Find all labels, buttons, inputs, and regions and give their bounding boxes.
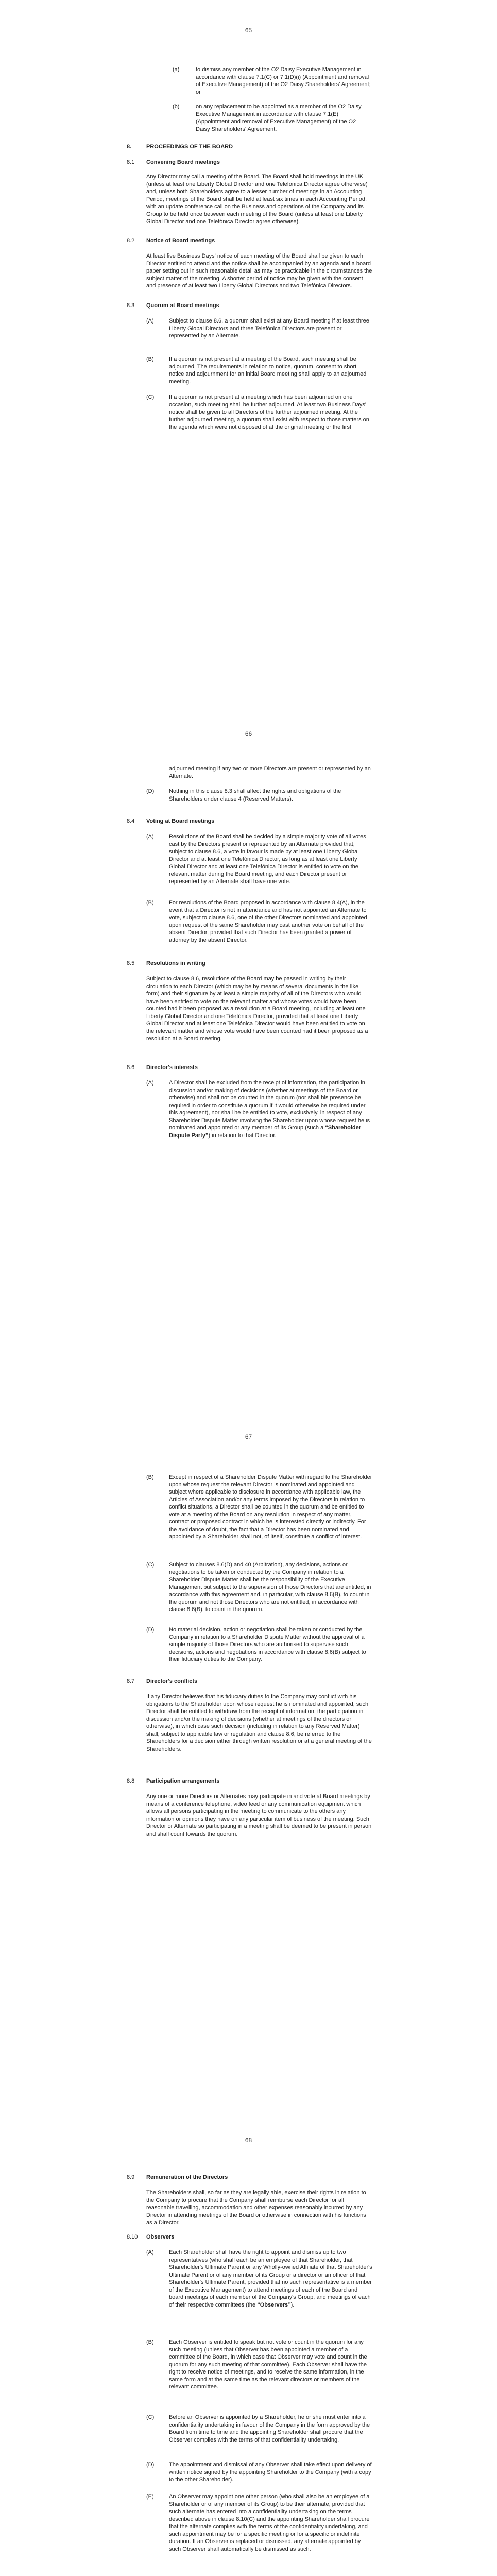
subclause-label: (D): [146, 1626, 155, 1633]
subclause-label: (E): [146, 2494, 154, 2500]
item-text: on any replacement to be appointed as a member of the O2 Daisy Executive Management in accordance with clause 7.1(E) (Appointment and removal of Executive Management) of the O2 Daisy Shareholders' Agreement.: [196, 104, 362, 132]
subclause-label: (A): [146, 318, 154, 324]
item-label: (b): [173, 104, 180, 110]
clause-heading: Convening Board meetings: [146, 159, 220, 165]
page-66: [0, 703, 497, 1406]
subclause-label: (B): [146, 356, 154, 362]
subclause-label: (C): [146, 394, 155, 400]
clause-number: 8.2: [127, 238, 135, 244]
clause-number: 8.5: [127, 960, 135, 967]
page-number: 68: [245, 2137, 252, 2144]
clause-text: Subject to clause 8.6, resolutions of the Board may be passed in writing by their circulation to each Director (which may be by means of several documents in the like form) and their signature by at least a simple majority of all of the Directors who would have been entitled to vote on the relevant matter and whose votes would have been counted had it been proposed as a resolution at a Board meeting, including at least one Liberty Global Director and one Telefónica Director, provided that at least one Liberty Global Director and at least one Telefónica Director would have been entitled to vote on the relevant matter and whose vote would have been counted had it been proposed as a resolution at a Board meeting.: [146, 976, 368, 1042]
clause-number: 8.4: [127, 818, 135, 824]
defined-term: “Shareholder Dispute Party”: [169, 1125, 361, 1139]
clause-number: 8.3: [127, 302, 135, 309]
subclause-text-tail: ) in relation to that Director.: [208, 1132, 277, 1139]
subclause-text: Subject to clause 8.6, a quorum shall exist at any Board meeting if at least three Liberty Global Directors and three Telefónica Directors are present or represented by an Alternate.: [169, 318, 369, 339]
subclause-text: If a quorum is not present at a meeting of the Board, such meeting shall be adjourned. The requirements in relation to notice, quorum, consent to short notice and adjournment for an initial Board meeting shall apply to an adjourned meeting.: [169, 356, 367, 385]
page-number: 67: [245, 1433, 252, 1440]
subclause-text: [169, 1079, 373, 1139]
subclause-label: (C): [146, 2414, 155, 2420]
subclause-text-body: A Director shall be excluded from the receipt of information, the participation in discussion and/or making of decisions (whether at meetings of the Board or otherwise) and shall not be counted in the quorum (nor shall his presence be required in order to constitute a quorum if it would otherwise be required under this agreement), nor shall he be entitled to vote, exclusively, in respect of any Shareholder Dispute Matter involving the Shareholder upon whose request he is nominated and appointed or any member of its Group (such a: [169, 1080, 370, 1131]
clause-heading: Participation arrangements: [146, 1778, 220, 1784]
subclause-label: (C): [146, 1562, 155, 1568]
clause-number: 8.1: [127, 159, 135, 165]
subclause-text-tail: ).: [290, 2301, 295, 2308]
subclause-text: An Observer may appoint one other person (who shall also be an employee of a Shareholder or of any member of its Group) to be their alternate, provided that such alternate has entered into a confidentiality undertaking on the terms described above in clause 8.10(C) and the appointing Shareholder shall procure that the alternate complies with the terms of the confidentiality undertaking, and such appointment may be for a specific meeting or for a specific or indefinite duration. If an Observer is replaced or dismissed, any alternate appointed by such Observer shall automatically be dismissed as such.: [169, 2494, 370, 2552]
clause-heading: Director's conflicts: [146, 1678, 198, 1684]
subclause-text: Subject to clauses 8.6(D) and 40 (Arbitration), any decisions, actions or negotiations to be taken or conducted by the Company in relation to a Shareholder Dispute Matter shall be the responsibility of the Executive Management but subject to the supervision of those Directors that are entitled, in accordance with this agreement and, in particular, with clause 8.6(B), to count in the quorum and not those Directors who are not entitled, in accordance with clause 8.6(B), to count in the quorum.: [169, 1562, 371, 1613]
page-68: [0, 2110, 497, 2576]
subclause-label: (B): [146, 2339, 154, 2345]
clause-number: 8.9: [127, 2174, 135, 2180]
clause-text: Any one or more Directors or Alternates may participate in and vote at Board meetings by means of a conference telephone, video feed or any communication equipment which allows all persons participating in the meeting to communicate to the others any information or opinions they have on any particular item of business of the meeting. Such Director or Alternate so participating in a meeting shall be deemed to be present in person and shall count towards the quorum.: [146, 1793, 372, 1837]
subclause-text: Resolutions of the Board shall be decided by a simple majority vote of all votes cast by the Directors present or represented by an Alternate provided that, subject to clause 8.6, a vote in favour is made by at least one Liberty Global Director and at least one Telefónica Director, as long as at least one Liberty Global Director and at least one Telefónica Director is entitled to vote on the relevant matter during the Board meeting, and each Director present or represented by an Alternate shall have one vote.: [169, 834, 366, 885]
clause-heading: Remuneration of the Directors: [146, 2174, 228, 2180]
subclause-label: (A): [146, 1080, 154, 1086]
defined-term: “Observers”: [257, 2301, 291, 2308]
clause-number: 8.8: [127, 1778, 135, 1784]
item-label: (a): [173, 66, 180, 73]
clause-heading: Voting at Board meetings: [146, 818, 215, 824]
subclause-label: (A): [146, 834, 154, 840]
subclause-text: Before an Observer is appointed by a Shareholder, he or she must enter into a confidentiality undertaking in favour of the Company in the form approved by the Board from time to time and the appointing Shareholder shall procure that the Observer complies with the terms of that confidentiality undertaking.: [169, 2414, 370, 2443]
page-65: [0, 0, 497, 703]
subclause-text: Each Observer is entitled to speak but not vote or count in the quorum for any such meeting (unless that Observer has been appointed a member of a committee of the Board, in which case that Observer may vote and count in the quorum for any such meeting of that committee). Each Observer shall have the right to receive notice of meetings, and to receive the same information, in the same form and at the same time as the relevant directors or members of the relevant committee.: [169, 2339, 367, 2390]
subclause-label: (D): [146, 2462, 155, 2468]
clause-number: 8.6: [127, 1064, 135, 1071]
subclause-text: Except in respect of a Shareholder Dispute Matter with regard to the Shareholder upon whose request the relevant Director is nominated and appointed and subject where applicable to disclosure in accordance with applicable law, the Articles of Association and/or any terms imposed by the Directors in relation to conflict situations, a Director shall be counted in the quorum and be entitled to vote at a meeting of the Board on any resolution in respect of any matter, contract or proposed contract in which he is interested directly or indirectly. For the avoidance of doubt, the fact that a Director has been nominated and appointed by a Shareholder shall not, of itself, constitute a conflict of interest.: [169, 1474, 372, 1540]
subclause-text: The appointment and dismissal of any Observer shall take effect upon delivery of written notice signed by the appointing Shareholder to the Company (with a copy to the other Shareholder).: [169, 2462, 372, 2483]
clause-text: At least five Business Days' notice of each meeting of the Board shall be given to each Director entitled to attend and the notice shall be accompanied by an agenda and a board paper setting out in such reasonable detail as may be practicable in the circumstances the subject matter of the meeting. A shorter period of notice may be given with the consent and presence of at least two Liberty Global Directors and two Telefónica Directors.: [146, 253, 372, 289]
clause-heading: Quorum at Board meetings: [146, 302, 219, 309]
section-number: 8.: [127, 144, 132, 150]
subclause-text-body: Each Shareholder shall have the right to appoint and dismiss up to two representatives (who shall each be an employee of that Shareholder, that Shareholder's Ultimate Parent or any Wholly-owned Affiliate of that Shareholder's Ultimate Parent or of any member of its Group or a director or an officer of that Shareholder's Ultimate Parent, provided that no such representative is a member of the Executive Management) to attend meetings of each of the Board and board meetings of each member of the Company's Group, and meetings of each of their respective committees (the: [169, 2249, 372, 2308]
clause-number: 8.10: [127, 2234, 138, 2240]
subclause-text: For resolutions of the Board proposed in accordance with clause 8.4(A), in the event that a Director is not in attendance and has not appointed an Alternate to vote, subject to clause 8.6, one of the other Directors nominated and appointed upon request of the same Shareholder may cast another vote on behalf of the absent Director, provided that such Director has been granted a power of attorney by the absent Director.: [169, 900, 367, 943]
subclause-label: (B): [146, 900, 154, 906]
clause-text: If any Director believes that his fiduciary duties to the Company may conflict with his obligations to the Shareholder upon whose request he is nominated and appointed, such Director shall be entitled to withdraw from the receipt of information, the participation in discussion and/or the making of decisions (whether at meetings of the directors or otherwise), in which case such decision (including in relation to any Reserved Matter) shall, subject to applicable law or regulation and clause 8.6, be referred to the Shareholders for a decision either through written resolution or at a general meeting of the Shareholders.: [146, 1693, 372, 1752]
clause-number: 8.7: [127, 1678, 135, 1684]
clause-text: Any Director may call a meeting of the Board. The Board shall hold meetings in the UK (unless at least one Liberty Global Director and one Telefónica Director agree otherwise) and, unless both Shareholders agree to a lesser number of meetings in an Accounting Period, meetings of the Board shall be held at least six times in each Accounting Period, with an update conference call on the Business and operations of the Company and its Group to be held once between each meeting of the Board (unless at least one Liberty Global Director and one Telefónica Director agree otherwise).: [146, 174, 368, 225]
clause-heading: Notice of Board meetings: [146, 238, 215, 244]
page-number: 65: [245, 27, 252, 34]
section-heading: PROCEEDINGS OF THE BOARD: [146, 144, 233, 150]
page-number: 66: [245, 730, 252, 737]
subclause-text: No material decision, action or negotiation shall be taken or conducted by the Company in relation to a Shareholder Dispute Matter without the approval of a simple majority of those Directors who are authorised to supervise such decisions, actions and negotiations in accordance with clause 8.6(B) subject to their fiduciary duties to the Company.: [169, 1626, 366, 1663]
subclause-label: (B): [146, 1474, 154, 1480]
clause-heading: Observers: [146, 2234, 175, 2240]
subclause-text: Nothing in this clause 8.3 shall affect the rights and obligations of the Shareholders under clause 4 (Reserved Matters).: [169, 788, 341, 802]
clause-heading: Director's interests: [146, 1064, 198, 1071]
clause-heading: Resolutions in writing: [146, 960, 205, 967]
page-67: [0, 1406, 497, 2110]
subclause-text-continued: adjourned meeting if any two or more Directors are present or represented by an Alternate.: [169, 766, 371, 779]
clause-text: The Shareholders shall, so far as they are legally able, exercise their rights in relation to the Company to procure that the Company shall reimburse each Director for all reasonable travelling, accommodation and other expenses reasonably incurred by any Director in attending meetings of the Board or otherwise in connection with his functions as a Director.: [146, 2190, 366, 2226]
item-text: to dismiss any member of the O2 Daisy Executive Management in accordance with clause 7.1(C) or 7.1(D)(i) (Appointment and removal of Executive Management) of the O2 Daisy Shareholders' Agreement; or: [196, 66, 371, 95]
subclause-label: (D): [146, 788, 155, 794]
subclause-label: (A): [146, 2249, 154, 2256]
subclause-text: [169, 2249, 373, 2309]
subclause-text: If a quorum is not present at a meeting which has been adjourned on one occasion, such meeting shall be further adjourned. At least two Business Days' notice shall be given to all Directors of the further adjourned meeting. At the further adjourned meeting, a quorum shall exist with respect to those matters on the agenda which were not disposed of at the original meeting or the first: [169, 394, 369, 430]
